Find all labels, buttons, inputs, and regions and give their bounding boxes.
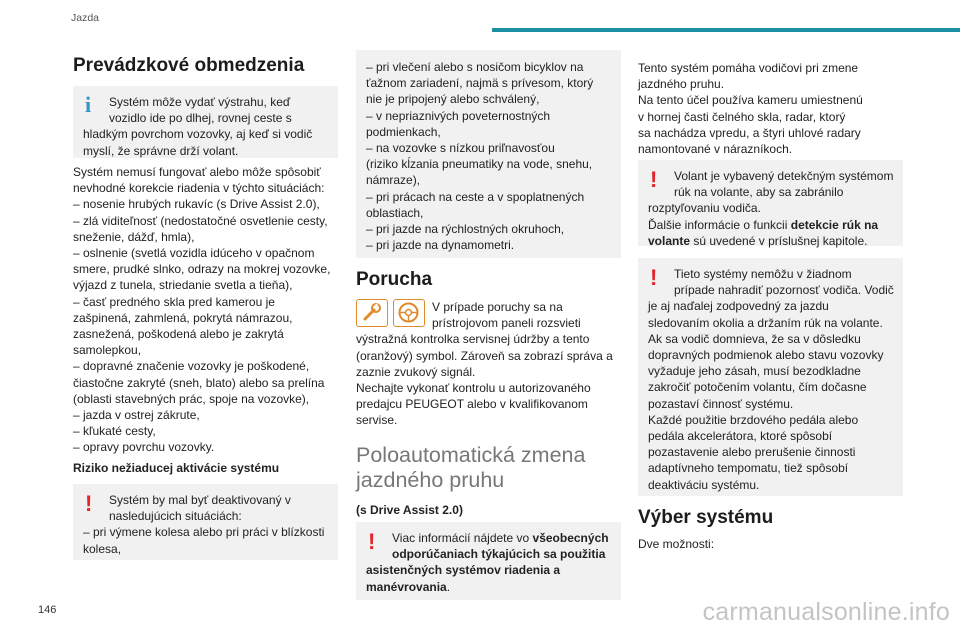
failure-body-text: V prípade poruchy sa na prístrojovom paneli rozsvieti výstražná kontrolka servisnej údržby a tento (oranžový) symbol. Zároveň sa zobrazí správa a zaznie zvukový signál. Nechajte vykonať kontrolu u autorizovaného predajcu PEUGEOT alebo v kvalifikovanom servise. [356, 300, 613, 428]
warning-exclamation-icon: ! [650, 265, 658, 290]
info-icon: i [85, 92, 92, 117]
warning-exclamation-icon: ! [650, 167, 658, 192]
section-title-semi-auto-lane-change: Poloautomatická zmena jazdného pruhu [356, 443, 586, 492]
section-title-failure: Porucha [356, 269, 433, 290]
warning-box-general-recommendations: ! Viac informácií nájdete vo všeobecných odporúčaniach týkajúcich sa použitia asistenčných systémov riadenia a manévrovania. [356, 522, 621, 600]
warning-box-deactivation: ! Systém by mal byť deaktivovaný v nasledujúcich situáciách: – pri výmene kolesa alebo pri práci v blízkosti kolesa, [73, 484, 338, 560]
selection-intro-text: Dve možnosti: [638, 537, 715, 551]
section-title-system-selection: Výber systému [638, 507, 774, 528]
warning-box-driver-responsibility: ! Tieto systémy nemôžu v žiadnom prípade nahradiť pozornosť vodiča. Vodič je aj naďalej zodpovedný za jazdu sledovaním okolia a držaním rúk na volante. Ak sa vodič domnieva, že sa v dôsledku dopravných podmienok alebo stavu vozovky vyžaduje jeho zásah, musí bezodkladne zakročiť potočením volantu, čím dočasne pozastaví činnosť systému. Každé použitie brzdového pedála alebo pedála akcelerátora, ktoré spôsobí pozastavenie alebo prerušenie činnosti adaptívneho tempomatu, tiež spôsobí deaktiváciu systému. [638, 258, 903, 496]
warning-box-continued-list: – pri vlečení alebo s nosičom bicyklov na ťažnom zariadení, najmä s prívesom, ktorý nie je pripojený alebo schválený, – v nepriaznivých poveternostných podmienkach, – na vozovke s nízkou priľnavosťou (riziko kĺzania pneumatiky na vode, snehu, námraze), – pri prácach na ceste a v spoplatnených oblastiach, – pri jazde na rýchlostných okruhoch, – pri jazde na dynamometri. [356, 50, 621, 258]
page-number: 146 [38, 604, 57, 616]
warning-exclamation-icon: ! [368, 529, 376, 554]
section-title-operating-limits: Prevádzkové obmedzenia [73, 55, 305, 76]
info-note-box: i Systém môže vydať výstrahu, keď vozidlo ide po dlhej, rovnej ceste s hladkým povrchom vozovky, aj keď si vodič myslí, že správne drží volant. [73, 86, 338, 158]
warning-exclamation-icon: ! [85, 491, 93, 516]
header-section-label: Jazda [71, 12, 100, 24]
warning-box-hands-detection: ! Volant je vybavený detekčným systémom rúk na volante, aby sa zabránilo rozptyľovaniu vodiča. Ďalšie informácie o funkcii detekcie rúk na volante sú uvedené v príslušnej kapitole. [638, 160, 903, 246]
lane-change-intro-text: Tento systém pomáha vodičovi pri zmene jazdného pruhu. Na tento účel používa kameru umiestnenú v hornej časti čelného skla, radar, ktorý sa nachádza vpredu, a štyri uhlové radary namontované v nárazníkoch. [638, 61, 863, 157]
watermark: carmanualsonline.info [702, 598, 950, 626]
limitations-body-text: Systém nemusí fungovať alebo môže spôsobiť nevhodné korekcie riadenia v týchto situáciách: – nosenie hrubých rukavíc (s Drive Assist 2.0), – zlá viditeľnosť (nedostatočné osvetlenie cesty, sneženie, dážď, hmla), – oslnenie (svetlá vozidla idúceho v opačnom smere, prudké slnko, odrazy na mokrej vozovke, výjazd z tunela, striedanie svetla a tieňa), – časť predného skla pred kamerou je zašpinená, zahmlená, pokrytá námrazou, zasnežená, poškodená alebo je zakrytá samolepkou, – dopravné značenie vozovky je poškodené, čiastočne zakryté (sneh, blato) alebo sa prelína (oblasti stavebných prác, spoje na vozovke), – jazda v ostrej zákrute, – kľukaté cesty, – opravy povrchu vozovky. [73, 165, 331, 455]
header-accent-bar [492, 28, 960, 32]
subheading-unwanted-activation: Riziko nežiaducej aktivácie systému [73, 461, 280, 475]
drive-assist-variant-label: (s Drive Assist 2.0) [356, 503, 463, 517]
